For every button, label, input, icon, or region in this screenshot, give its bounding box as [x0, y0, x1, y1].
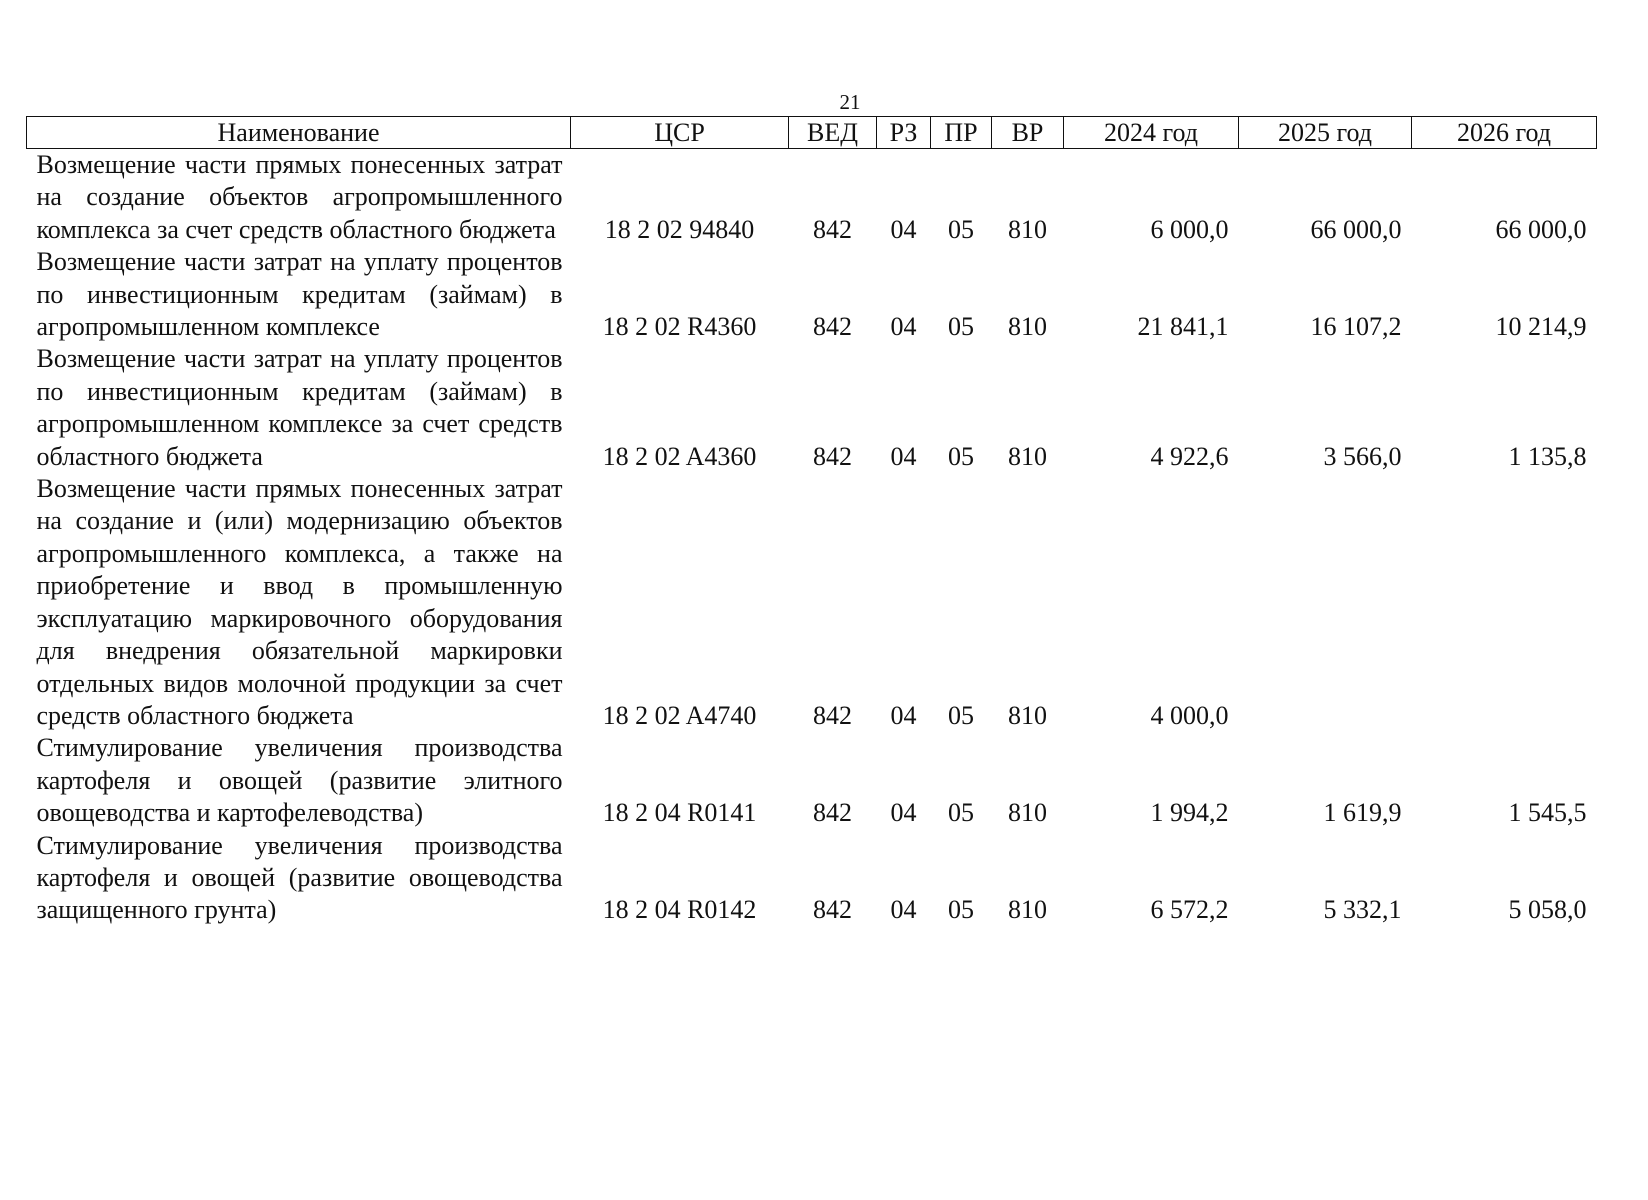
- header-2025: 2025 год: [1239, 117, 1412, 149]
- row-2024: 4 922,6: [1150, 441, 1229, 471]
- row-ved: 842: [813, 895, 852, 925]
- row-2025: 3 566,0: [1323, 441, 1402, 471]
- row-rz: 04: [890, 441, 917, 471]
- row-name: Стимулирование увеличения производства картофеля и овощей (развитие элитного овощеводства и картофелеводства): [36, 733, 563, 828]
- table-row: [27, 246, 1597, 343]
- row-2026: [1412, 473, 1597, 732]
- row-pr: 05: [948, 441, 974, 471]
- row-2024: 4 000,0: [1150, 700, 1229, 730]
- row-csr: 18 2 04 R0142: [602, 895, 757, 925]
- row-rz: 04: [890, 700, 917, 730]
- table-body: [27, 149, 1597, 927]
- row-2024: 21 841,1: [1137, 312, 1229, 342]
- row-name: Возмещение части затрат на уплату процентов по инвестиционным кредитам (займам) в агропромышленном комплексе за счет средств областного бюджета: [36, 344, 563, 471]
- row-2024: 1 994,2: [1150, 798, 1229, 828]
- row-rz: 04: [890, 798, 917, 828]
- row-ved: 842: [813, 798, 852, 828]
- table-row: [27, 830, 1597, 927]
- row-2025: 16 107,2: [1310, 312, 1402, 342]
- row-name: Возмещение части прямых понесенных затрат на создание и (или) модернизацию объектов агропромышленного комплекса, а также на приобретение и ввод в промышленную эксплуатацию маркировочного оборудования для внедрения обязательной маркировки отдельных видов молочной продукции за счет средств областного бюджета: [36, 474, 563, 730]
- header-ved: ВЕД: [789, 117, 877, 149]
- table-row: [27, 473, 1597, 732]
- row-ved: 842: [813, 700, 852, 730]
- row-vr: 810: [1008, 895, 1047, 925]
- row-ved: 842: [813, 441, 852, 471]
- row-rz: 04: [890, 895, 917, 925]
- row-vr: 810: [1008, 441, 1047, 471]
- row-pr: 05: [948, 312, 974, 342]
- row-2024: 6 572,2: [1150, 895, 1229, 925]
- row-rz: 04: [890, 312, 917, 342]
- row-ved: 842: [813, 312, 852, 342]
- row-vr: 810: [1008, 214, 1047, 244]
- row-csr: 18 2 02 A4360: [602, 441, 757, 471]
- row-2025: 66 000,0: [1310, 214, 1402, 244]
- row-2026: 1 135,8: [1508, 441, 1587, 471]
- header-2024: 2024 год: [1064, 117, 1239, 149]
- row-csr: 18 2 02 A4740: [602, 700, 757, 730]
- table-row: [27, 343, 1597, 473]
- row-ved: 842: [813, 214, 852, 244]
- row-2026: 10 214,9: [1495, 312, 1587, 342]
- table-row: [27, 149, 1597, 247]
- row-2026: 5 058,0: [1508, 895, 1587, 925]
- table-row: [27, 732, 1597, 829]
- row-2025: [1239, 473, 1412, 732]
- row-name: Возмещение части затрат на уплату процентов по инвестиционным кредитам (займам) в агропромышленном комплексе: [36, 247, 563, 342]
- row-name: Возмещение части прямых понесенных затрат на создание объектов агропромышленного комплекса за счет средств областного бюджета: [36, 150, 563, 244]
- row-pr: 05: [948, 798, 974, 828]
- row-vr: 810: [1008, 700, 1047, 730]
- row-2025: 5 332,1: [1323, 895, 1402, 925]
- table-header: [27, 117, 1597, 149]
- budget-table: [26, 116, 1597, 927]
- row-csr: 18 2 02 94840: [604, 214, 755, 244]
- row-csr: 18 2 04 R0141: [602, 798, 757, 828]
- header-name: Наименование: [27, 117, 571, 149]
- row-csr: 18 2 02 R4360: [602, 312, 757, 342]
- row-vr: 810: [1008, 798, 1047, 828]
- row-2026: 1 545,5: [1508, 798, 1587, 828]
- row-2025: 1 619,9: [1323, 798, 1402, 828]
- header-vr: ВР: [992, 117, 1064, 149]
- row-vr: 810: [1008, 312, 1047, 342]
- header-row: [27, 117, 1597, 149]
- row-2024: 6 000,0: [1150, 214, 1229, 244]
- page-number: 21: [839, 90, 861, 114]
- header-2026: 2026 год: [1412, 117, 1597, 149]
- header-csr: ЦСР: [571, 117, 789, 149]
- row-name: Стимулирование увеличения производства картофеля и овощей (развитие овощеводства защищенного грунта): [36, 830, 563, 925]
- header-pr: ПР: [931, 117, 992, 149]
- row-2026: 66 000,0: [1495, 214, 1587, 244]
- row-pr: 05: [948, 700, 974, 730]
- row-rz: 04: [890, 214, 917, 244]
- row-pr: 05: [948, 895, 974, 925]
- header-rz: РЗ: [877, 117, 931, 149]
- row-pr: 05: [948, 214, 974, 244]
